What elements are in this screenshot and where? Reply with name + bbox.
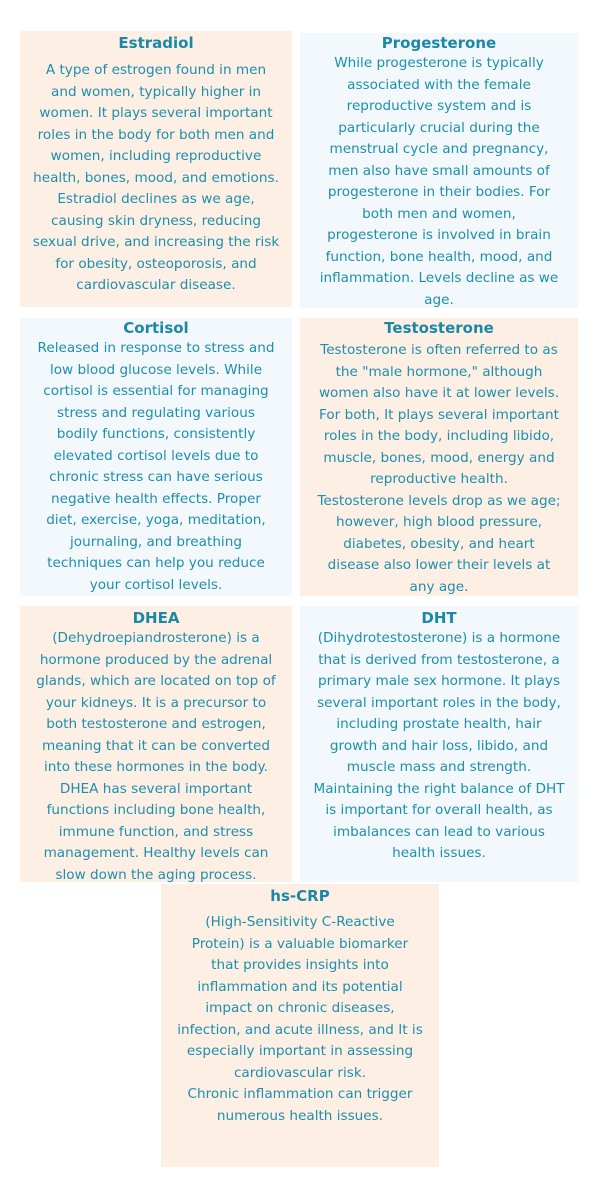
card-body: Released in response to stress and low blood glucose levels. While cortisol is essential for managing stress and regulating various bodily functions, consistently elevated cortisol levels due to chronic stress can have serious negative health effects. Proper diet, exercise, yoga, meditation, journaling, and breathing techniques can help you reduce your cortisol levels. [37,340,275,593]
card-title: hs-CRP [270,887,330,905]
card-body: Testosterone is often referred to as the "male hormone," although women also have it at lower levels. For both, It plays several important roles in the body, including libido, muscle, bones, mood, energy and reproductive health. Testosterone levels drop as we age; however, high blood pressure, diabetes, obesity, and heart disease also lower their levels at any age. [317,342,561,595]
card-body: (Dihydrotestosterone) is a hormone that is derived from testosterone, a primary male sex hormone. It plays several important roles in the body, including prostate health, hair growth and hair loss, libido, and muscle mass and strength. Maintaining the right balance of DHT is important for overall health, as imbalances can lead to various health issues. [313,630,565,861]
card-cortisol [20,318,292,596]
card-title: Testosterone [384,319,494,337]
card-testosterone [300,318,578,596]
card-body: (High-Sensitivity C-Reactive Protein) is a valuable biomarker that provides insights into inflammation and its potential impact on chronic diseases, infection, and acute illness, and It is especially important in assessing cardiovascular risk. Chronic inflammation can trigger numerous health issues. [177,914,423,1124]
card-title: Cortisol [123,319,189,337]
card-dht [300,606,578,882]
card-progesterone [300,33,578,308]
card-title: Estradiol [118,34,194,52]
card-body: While progesterone is typically associated with the female reproductive system and is particularly crucial during the menstrual cycle and pregnancy, men also have small amounts of progesterone in their bodies. For both men and women, progesterone is involved in brain function, bone health, mood, and inflammation. Levels decline as we age. [319,55,559,308]
card-title: Progesterone [381,34,497,52]
card-dhea [20,606,292,882]
card-body: (Dehydroepiandrosterone) is a hormone produced by the adrenal glands, which are located on top of your kidneys. It is a precursor to both testosterone and estrogen, meaning that it can be converted into these hormones in the body. DHEA has several important functions including bone health, immune function, and stress management. Healthy levels can slow down the aging process. [36,630,276,883]
card-estradiol [20,31,292,307]
card-body: A type of estrogen found in men and women, typically higher in women. It plays several important roles in the body for both men and women, including reproductive health, bones, mood, and emotions. Estradiol declines as we age, causing skin dryness, reducing sexual drive, and increasing the risk for obesity, osteoporosis, and cardiovascular disease. [32,62,280,293]
card-title: DHT [421,609,457,627]
card-hs-crp [161,884,439,1167]
card-title: DHEA [132,609,180,627]
